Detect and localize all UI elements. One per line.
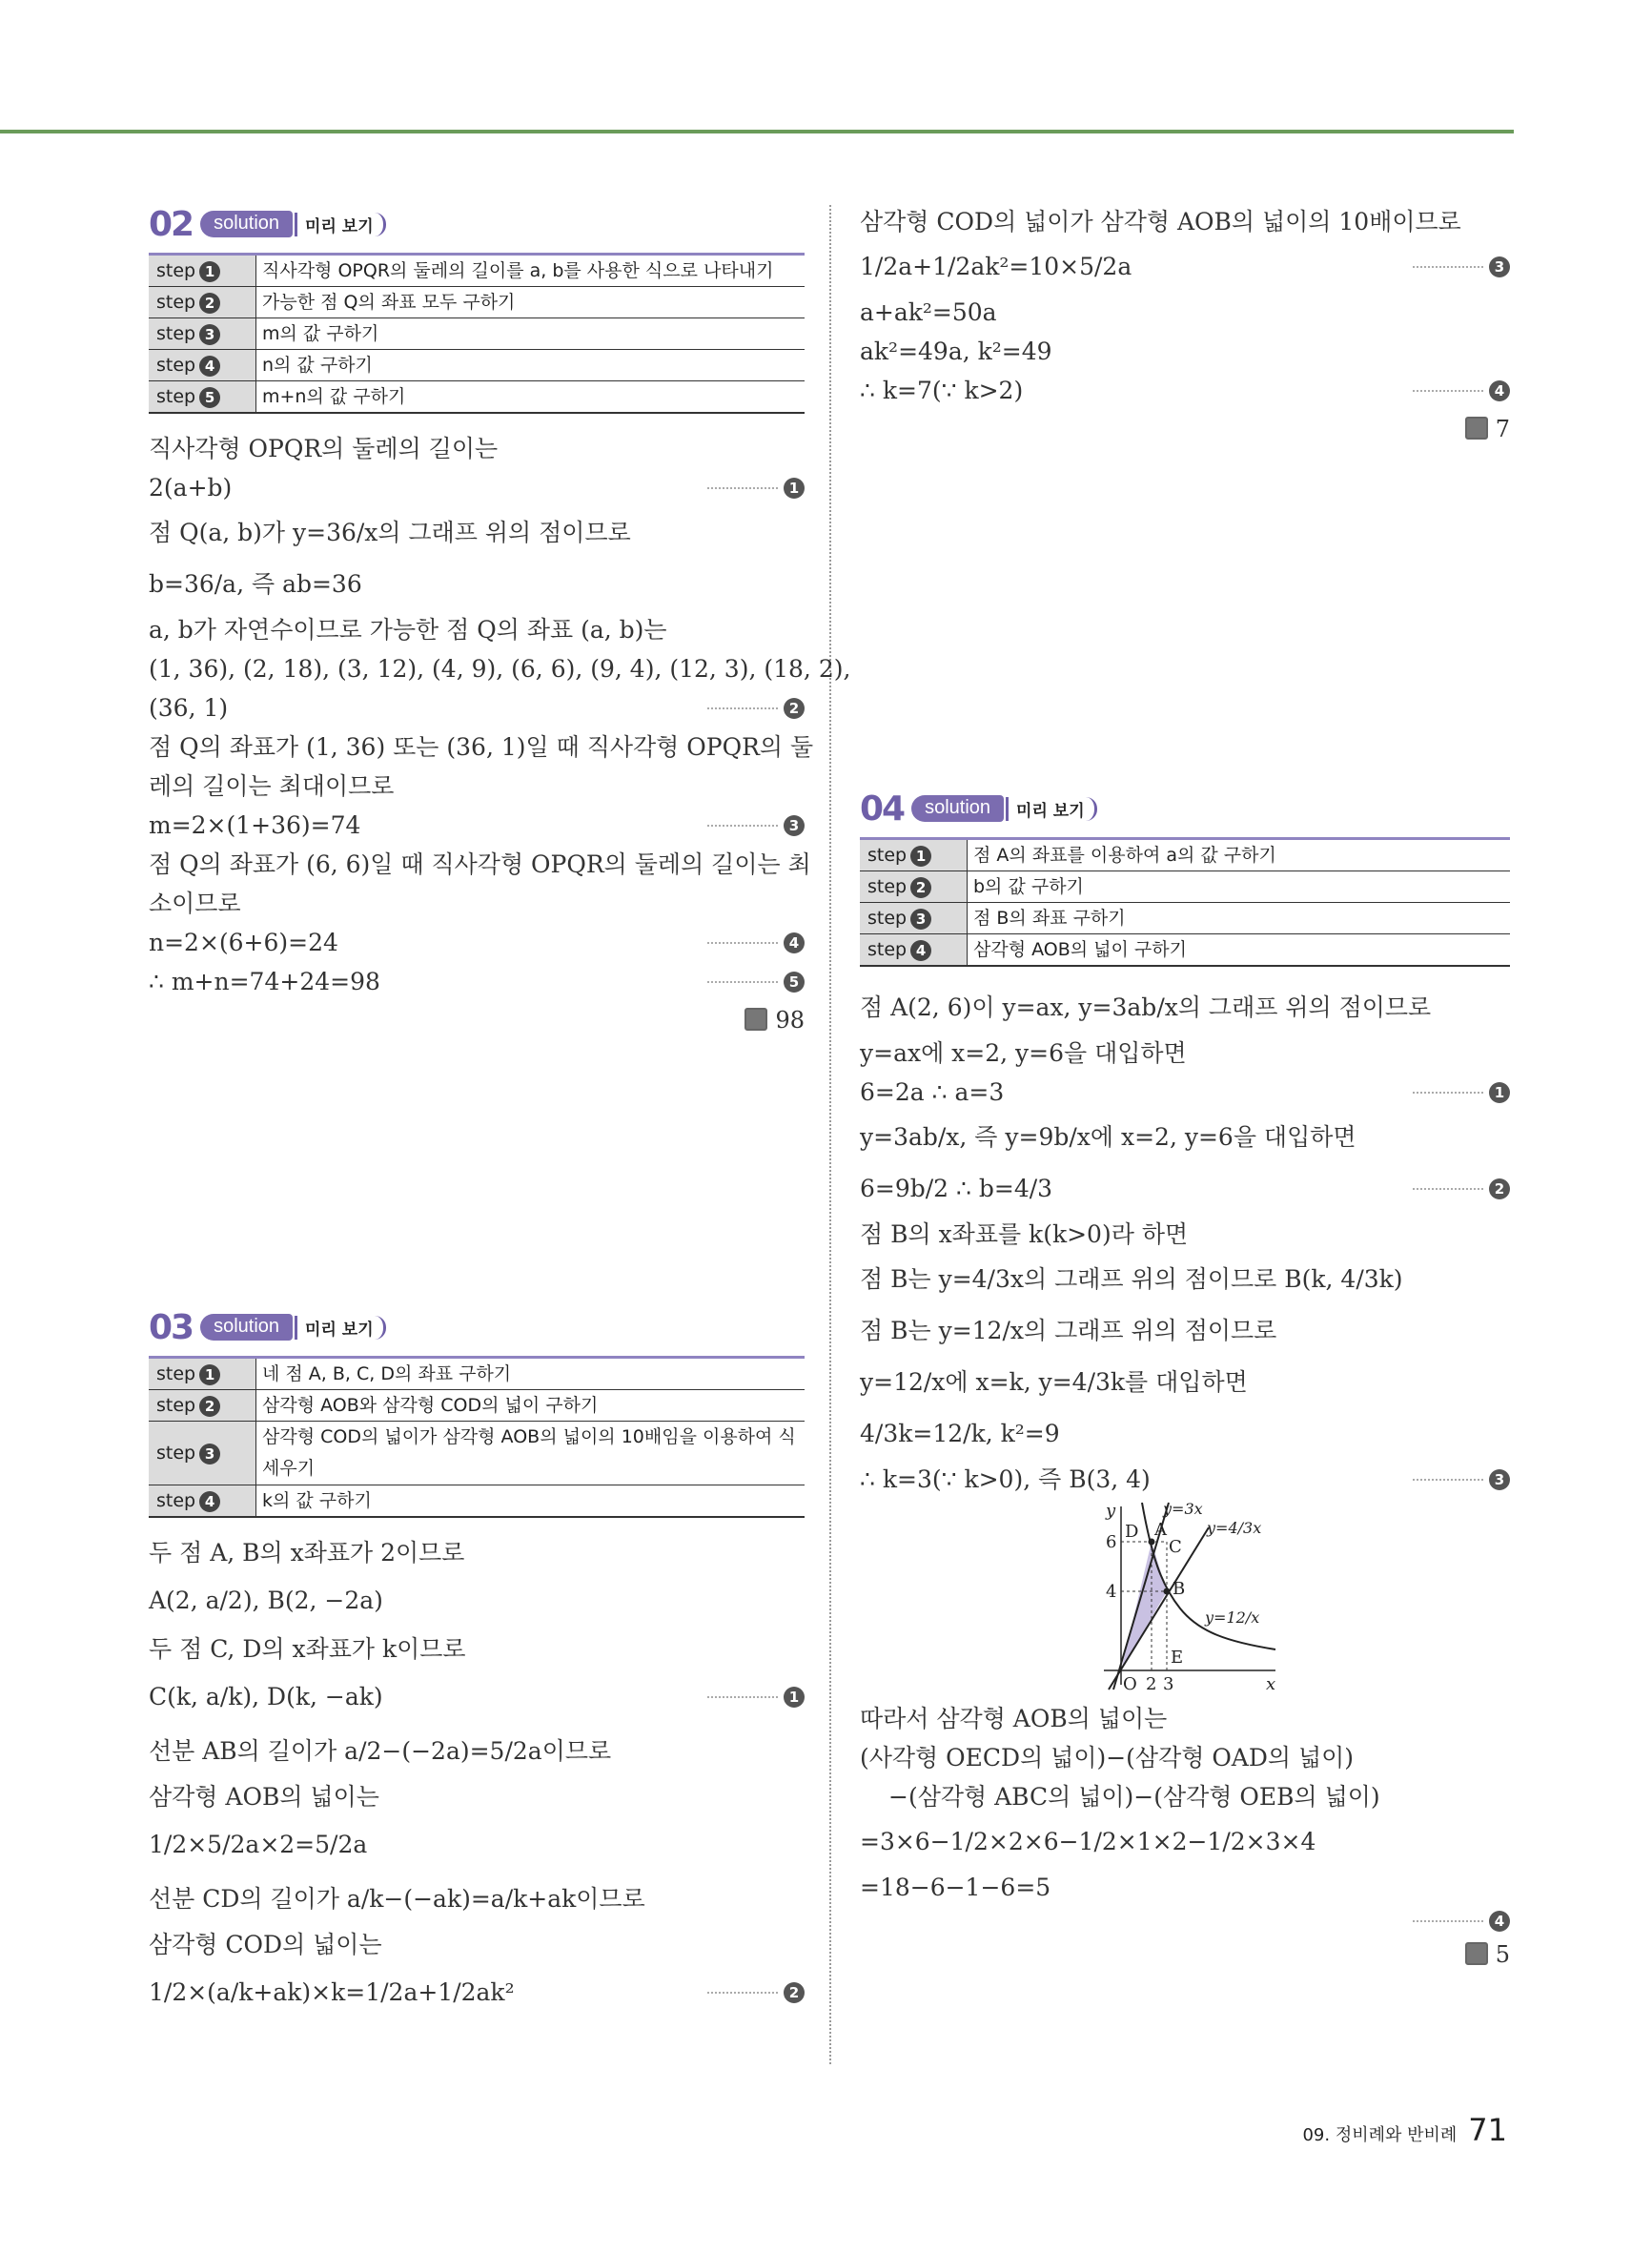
step-table bbox=[149, 1356, 805, 1518]
solution-line: y=3ab/x, 즉 y=9b/x에 x=2, y=6을 대입하면 bbox=[860, 1123, 1356, 1151]
step-row: step 3 m의 값 구하기 bbox=[149, 318, 805, 350]
section-number: 04 bbox=[860, 789, 905, 829]
solution-line: 1/2×(a/k+ak)×k=1/2a+1/2ak² 2 bbox=[149, 1964, 805, 2021]
solution-line: 직사각형 OPQR의 둘레의 길이는 bbox=[149, 435, 499, 462]
answer-icon bbox=[1465, 1942, 1488, 1965]
step-text: 직사각형 OPQR의 둘레의 길이를 a, b를 사용한 식으로 나타내기 bbox=[256, 255, 806, 287]
solution-line: a+ak²=50a bbox=[860, 298, 997, 326]
solution-line: ∴ k=3(∵ k>0), 즉 B(3, 4) 3 bbox=[860, 1460, 1510, 1499]
solution-line: 선분 AB의 길이가 a/2−(−2a)=5/2a이므로 bbox=[149, 1737, 612, 1765]
step-table bbox=[149, 253, 805, 414]
column-divider bbox=[829, 205, 831, 2064]
step-text: b의 값 구하기 bbox=[968, 871, 1511, 903]
step-text: m의 값 구하기 bbox=[256, 318, 806, 350]
solution-line: ∴ k=7(∵ k>2) 4 bbox=[860, 371, 1510, 410]
step-text: n의 값 구하기 bbox=[256, 350, 806, 381]
tick-x-3: 3 bbox=[1163, 1674, 1174, 1694]
solution-line: 점 B는 y=12/x의 그래프 위의 점이므로 bbox=[860, 1317, 1277, 1344]
label-a: A bbox=[1154, 1520, 1167, 1540]
solution-badge: solution bbox=[911, 795, 1004, 822]
step-row: step 5 m+n의 값 구하기 bbox=[149, 381, 805, 414]
solution-line: =3×6−1/2×2×6−1/2×1×2−1/2×3×4 bbox=[860, 1828, 1316, 1855]
function-graph bbox=[860, 1499, 1510, 1699]
solution-badge: solution bbox=[200, 1314, 293, 1341]
step-row: step 4 k의 값 구하기 bbox=[149, 1485, 805, 1518]
preview-label: 미리 보기 bbox=[295, 213, 386, 236]
step-text: 가능한 점 Q의 좌표 모두 구하기 bbox=[256, 287, 806, 318]
solution-line: 6=2a ∴ a=3 1 bbox=[860, 1073, 1510, 1112]
solution-line: (36, 1) 2 bbox=[149, 688, 805, 727]
solution-line: 2(a+b) 1 bbox=[149, 468, 805, 507]
solution-line: y=12/x에 x=k, y=4/3k를 대입하면 bbox=[860, 1368, 1248, 1396]
step-row: step 1 점 A의 좌표를 이용하여 a의 값 구하기 bbox=[860, 839, 1510, 871]
solution-line: 1/2a+1/2ak²=10×5/2a 3 bbox=[860, 241, 1510, 293]
solution-line: ak²=49a, k²=49 bbox=[860, 338, 1052, 365]
curve-label: y=3x bbox=[1163, 1500, 1203, 1518]
label-b: B bbox=[1173, 1579, 1186, 1599]
solution-line: b=36/a, 즉 ab=36 bbox=[149, 570, 362, 598]
step-row: step 2 가능한 점 Q의 좌표 모두 구하기 bbox=[149, 287, 805, 318]
answer: 7 bbox=[860, 410, 1510, 448]
step-text: 삼각형 COD의 넓이가 삼각형 AOB의 넓이의 10배임을 이용하여 식 세우기 bbox=[256, 1422, 806, 1485]
solution-line: 삼각형 COD의 넓이가 삼각형 AOB의 넓이의 10배이므로 bbox=[860, 208, 1461, 236]
label-d: D bbox=[1125, 1522, 1139, 1542]
label-e: E bbox=[1171, 1648, 1184, 1668]
step-row: step 4 삼각형 AOB의 넓이 구하기 bbox=[860, 934, 1510, 967]
preview-label: 미리 보기 bbox=[1006, 797, 1097, 821]
origin-label: O bbox=[1123, 1674, 1137, 1694]
x-axis-label: x bbox=[1266, 1674, 1276, 1694]
solution-line: 두 점 C, D의 x좌표가 k이므로 bbox=[149, 1635, 466, 1663]
section-04-header bbox=[860, 789, 1510, 828]
solution-line: −(삼각형 ABC의 넓이)−(삼각형 OEB의 넓이) bbox=[888, 1783, 1380, 1811]
tick-y-6: 6 bbox=[1106, 1532, 1117, 1552]
page-number: 71 bbox=[1468, 2112, 1507, 2148]
solution-line: a, b가 자연수이므로 가능한 점 Q의 좌표 (a, b)는 bbox=[149, 616, 667, 644]
curve-label: y=4/3x bbox=[1207, 1519, 1262, 1537]
section-02-header bbox=[149, 205, 805, 243]
step-text: 삼각형 AOB와 삼각형 COD의 넓이 구하기 bbox=[256, 1390, 806, 1422]
solution-line: y=ax에 x=2, y=6을 대입하면 bbox=[860, 1039, 1187, 1067]
step-row: step 1 직사각형 OPQR의 둘레의 길이를 a, b를 사용한 식으로 나타내기 bbox=[149, 255, 805, 287]
solution-line: 따라서 삼각형 AOB의 넓이는 bbox=[860, 1705, 1168, 1732]
step-text: m+n의 값 구하기 bbox=[256, 381, 806, 414]
answer-icon bbox=[1465, 417, 1488, 440]
step-row: step 2 삼각형 AOB와 삼각형 COD의 넓이 구하기 bbox=[149, 1390, 805, 1422]
solution-line: m=2×(1+36)=74 3 bbox=[149, 806, 805, 845]
section-03-header bbox=[149, 1308, 805, 1346]
chapter-title: 09. 정비례와 반비례 bbox=[1302, 2125, 1458, 2145]
solution-line: 소이므로 bbox=[149, 890, 241, 917]
step-text: 점 A의 좌표를 이용하여 a의 값 구하기 bbox=[968, 839, 1511, 871]
preview-label: 미리 보기 bbox=[295, 1316, 386, 1340]
step-row: step 1 네 점 A, B, C, D의 좌표 구하기 bbox=[149, 1358, 805, 1390]
solution-line: 선분 CD의 길이가 a/k−(−ak)=a/k+ak이므로 bbox=[149, 1885, 645, 1913]
line-y-4-3x bbox=[1109, 1527, 1209, 1690]
solution-line: 삼각형 COD의 넓이는 bbox=[149, 1931, 382, 1958]
step-row: step 3 점 B의 좌표 구하기 bbox=[860, 903, 1510, 934]
solution-line: C(k, a/k), D(k, −ak) 1 bbox=[149, 1669, 805, 1726]
solution-line: =18−6−1−6=5 bbox=[860, 1874, 1051, 1901]
solution-line: A(2, a/2), B(2, −2a) bbox=[149, 1587, 383, 1614]
step-text: 점 B의 좌표 구하기 bbox=[968, 903, 1511, 934]
step-text: k의 값 구하기 bbox=[256, 1485, 806, 1518]
curve-label: y=12/x bbox=[1205, 1608, 1260, 1627]
answer-icon bbox=[744, 1008, 767, 1031]
step-table bbox=[860, 837, 1510, 967]
page-footer bbox=[1302, 2112, 1507, 2148]
step-row: step 2 b의 값 구하기 bbox=[860, 871, 1510, 903]
solution-line: 점 B의 x좌표를 k(k>0)라 하면 bbox=[860, 1220, 1189, 1248]
right-column-lower bbox=[860, 789, 1510, 1974]
solution-line: 4/3k=12/k, k²=9 bbox=[860, 1420, 1060, 1447]
solution-line: (사각형 OECD의 넓이)−(삼각형 OAD의 넓이) bbox=[860, 1744, 1355, 1772]
step-row: step 3 삼각형 COD의 넓이가 삼각형 AOB의 넓이의 10배임을 이용하여 식 세우기 bbox=[149, 1422, 805, 1485]
solution-line: 점 Q의 좌표가 (6, 6)일 때 직사각형 OPQR의 둘레의 길이는 최 bbox=[149, 850, 811, 878]
section-number: 02 bbox=[149, 204, 194, 244]
solution-line: 1/2×5/2a×2=5/2a bbox=[149, 1831, 368, 1858]
point-b bbox=[1164, 1588, 1171, 1595]
top-rule bbox=[0, 130, 1514, 133]
y-axis-label: y bbox=[1106, 1501, 1116, 1521]
solution-line: 점 B는 y=4/3x의 그래프 위의 점이므로 B(k, 4/3k) bbox=[860, 1265, 1403, 1293]
tick-x-2: 2 bbox=[1146, 1674, 1157, 1694]
left-column-lower bbox=[149, 1308, 805, 2021]
tick-y-4: 4 bbox=[1106, 1582, 1117, 1602]
section-number: 03 bbox=[149, 1307, 194, 1347]
step-text: 네 점 A, B, C, D의 좌표 구하기 bbox=[256, 1358, 806, 1390]
right-column-top bbox=[860, 202, 1510, 448]
solution-line: n=2×(6+6)=24 4 bbox=[149, 923, 805, 962]
answer: 5 bbox=[860, 1936, 1510, 1974]
solution-line: ∴ m+n=74+24=98 5 bbox=[149, 962, 805, 1001]
solution-badge: solution bbox=[200, 211, 293, 237]
solution-line: 점 Q(a, b)가 y=36/x의 그래프 위의 점이므로 bbox=[149, 519, 631, 546]
answer: 98 bbox=[149, 1001, 805, 1039]
left-column bbox=[149, 204, 851, 1039]
solution-line: 삼각형 AOB의 넓이는 bbox=[149, 1783, 379, 1811]
solution-line: 6=9b/2 ∴ b=4/3 2 bbox=[860, 1163, 1510, 1215]
solution-line: 두 점 A, B의 x좌표가 2이므로 bbox=[149, 1539, 465, 1567]
solution-line: 점 Q의 좌표가 (1, 36) 또는 (36, 1)일 때 직사각형 OPQR의 둘 bbox=[149, 733, 814, 761]
label-c: C bbox=[1169, 1537, 1182, 1557]
marker-line: 4 bbox=[860, 1907, 1510, 1936]
solution-line: (1, 36), (2, 18), (3, 12), (4, 9), (6, 6), (9, 4), (12, 3), (18, 2), bbox=[149, 655, 851, 683]
solution-line: 점 A(2, 6)이 y=ax, y=3ab/x의 그래프 위의 점이므로 bbox=[860, 993, 1432, 1021]
step-text: 삼각형 AOB의 넓이 구하기 bbox=[968, 934, 1511, 967]
step-row: step 4 n의 값 구하기 bbox=[149, 350, 805, 381]
solution-line: 레의 길이는 최대이므로 bbox=[149, 772, 395, 800]
